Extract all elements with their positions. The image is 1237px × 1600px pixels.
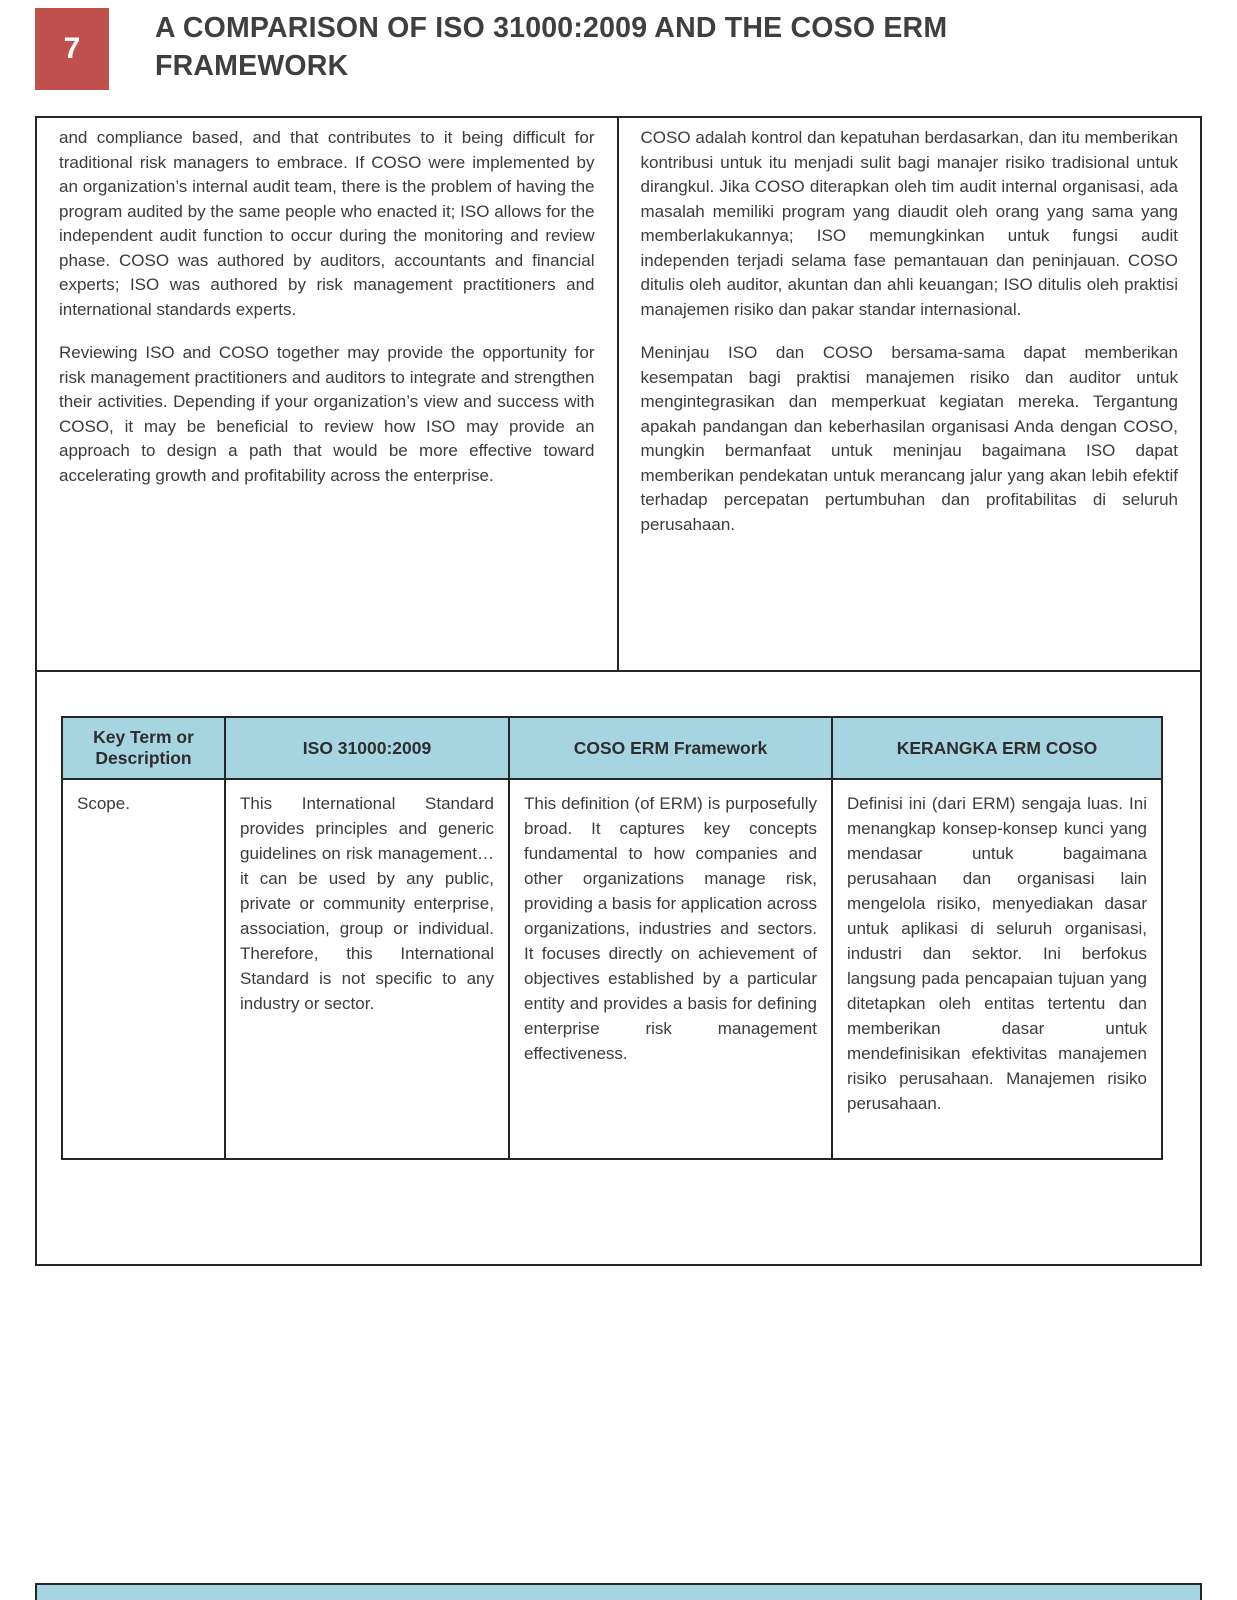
cell-iso [225,779,509,1159]
page-title: A COMPARISON OF ISO 31000:2009 AND THE COSO ERM FRAMEWORK [155,12,948,82]
comparison-text-box [35,116,1202,672]
english-column [37,118,619,670]
term-text: Scope. [77,794,130,813]
comparison-table [61,716,1163,1160]
cell-kerangka [832,779,1162,1159]
kerangka-text: Definisi ini (dari ERM) sengaja luas. Ini menangkap konsep-konsep kunci yang mendasar untuk bagaimana perusahaan dan organisasi lain mengelola risiko, menyediakan dasar untuk aplikasi di seluruh organisasi, industri dan sektor. Ini berfokus langsung pada pencapaian tujuan yang ditetapkan oleh entitas tertentu dan memberikan dasar untuk mendefinisikan efektivitas manajemen risiko perusahaan. Manajemen risiko perusahaan. [847,794,1147,1113]
page-number: 7 [63,32,81,65]
iso-text: This International Standard provides principles and generic guidelines on risk management… it can be used by any public, private or community enterprise, association, group or individual. Therefore, this International Standard is not specific to any industry or sector. [240,794,494,1013]
indonesian-paragraph-1: COSO adalah kontrol dan kepatuhan berdasarkan, dan itu memberikan kontribusi untuk itu menjadi sulit bagi manajer risiko tradisional untuk dirangkul. Jika COSO diterapkan oleh tim audit internal organisasi, ada masalah memiliki program yang diaudit oleh orang yang sama yang memberlakukannya; ISO memungkinkan untuk fungsi audit independen terjadi selama fase pemantauan dan peninjauan. COSO ditulis oleh auditor, akuntan dan ahli keuangan; ISO ditulis oleh praktisi manajemen risiko dan pakar standar internasional. [640,128,1178,319]
header-key-term: Key Term or Description [62,717,225,779]
indonesian-column [619,118,1201,670]
comparison-table-box [35,670,1202,1266]
indonesian-paragraph-2: Meninjau ISO dan COSO bersama-sama dapat memberikan kesempatan bagi praktisi manajemen risiko dan auditor untuk mengintegrasikan dan memperkuat kegiatan mereka. Tergantung apakah pandangan dan keberhasilan organisasi Anda dengan COSO, mungkin bermanfaat untuk meninjau bagaimana ISO dapat memberikan pendekatan untuk merancang jalur yang akan lebih efektif terhadap percepatan pertumbuhan dan profitabilitas di seluruh perusahaan. [640,343,1178,534]
table-header-row [62,717,1162,779]
page-number-badge [35,8,109,90]
cell-coso [509,779,832,1159]
english-paragraph-1: and compliance based, and that contributes to it being difficult for traditional risk managers to embrace. If COSO were implemented by an organization’s internal audit team, there is the problem of having the program audited by the same people who enacted it; ISO allows for the independent audit function to occur during the monitoring and review phase. COSO was authored by auditors, accountants and financial experts; ISO was authored by risk management practitioners and international standards experts. [59,128,595,319]
english-paragraph-2: Reviewing ISO and COSO together may provide the opportunity for risk management practitioners and auditors to integrate and strengthen their activities. Depending if your organization’s view and success with COSO, it may be beneficial to review how ISO may provide an approach to design a path that would be more effective toward accelerating growth and profitability across the enterprise. [59,343,595,485]
coso-text: This definition (of ERM) is purposefully broad. It captures key concepts fundamental to how companies and other organizations manage risk, providing a basis for application across organizations, industries and sectors. It focuses directly on achievement of objectives established by a particular entity and provides a basis for defining enterprise risk management effectiveness. [524,794,817,1063]
next-section-header-strip [35,1583,1202,1600]
page-header [35,8,1202,90]
table-row [62,779,1162,1159]
header-coso: COSO ERM Framework [509,717,832,779]
header-kerangka: KERANGKA ERM COSO [832,717,1162,779]
cell-term [62,779,225,1159]
header-iso: ISO 31000:2009 [225,717,509,779]
